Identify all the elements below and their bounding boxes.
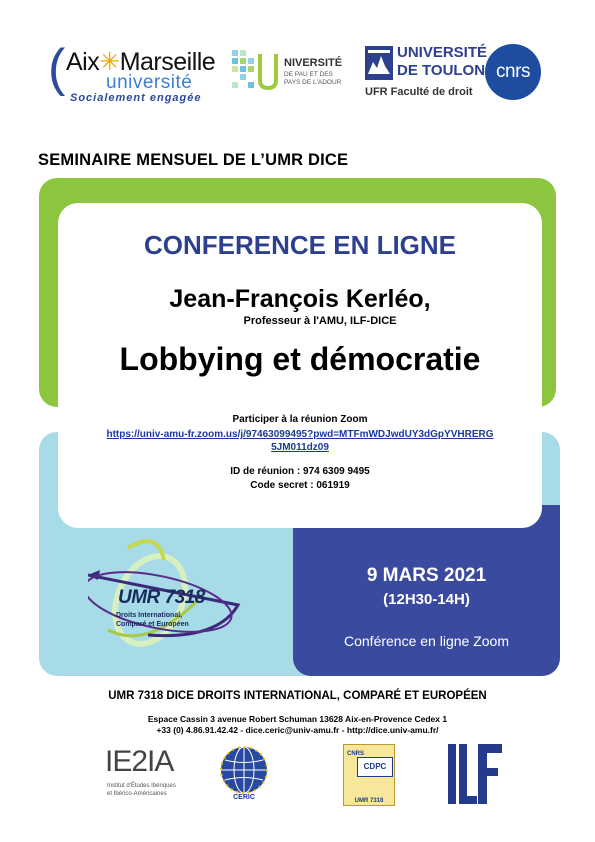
uppa-mosaic-icon — [228, 46, 284, 96]
cdpc-logo — [343, 744, 395, 806]
umr-logo — [88, 530, 268, 660]
umr-desc-line2: Comparé et Européen — [116, 621, 189, 628]
footer-contact: +33 (0) 4.86.91.42.42 - dice.ceric@univ-amu.fr - http://dice.univ-amu.fr/ — [156, 725, 439, 735]
event-time: (12H30-14H) — [383, 591, 470, 608]
meeting-id: ID de réunion : 974 6309 9495 — [230, 466, 370, 477]
star-icon: ✳ — [99, 48, 120, 76]
amu-name-aix: Aix — [66, 48, 100, 76]
ie2ia-sub1: Institut d'Études Ibériques — [107, 783, 176, 789]
utln-line2: DE TOULON — [397, 62, 486, 79]
event-format: Conférence en ligne Zoom — [344, 633, 509, 649]
passcode: Code secret : 061919 — [250, 480, 350, 491]
cdpc-side-label: CNRS — [347, 751, 365, 757]
ilf-logo — [448, 744, 502, 804]
zoom-link[interactable]: https://univ-amu-fr.zoom.us/j/97463099495?pwd=MTFmWDJwdUY3dGpYVHRERG — [106, 429, 494, 440]
footer-address: Espace Cassin 3 avenue Robert Schuman 13628 Aix-en-Provence Cedex 1 — [147, 714, 448, 724]
event-date: 9 MARS 2021 — [366, 565, 487, 586]
uppa-sub2: PAYS DE L'ADOUR — [284, 79, 342, 86]
talk-title: Lobbying et démocratie — [119, 341, 481, 377]
ie2ia-sub2: et Ibérico-Américaines — [107, 791, 167, 797]
ie2ia-logo — [105, 745, 175, 805]
umr-number: UMR 7318 — [118, 587, 205, 608]
utln-faculty: UFR Faculté de droit — [365, 86, 473, 98]
conference-type: CONFERENCE EN LIGNE — [143, 230, 457, 260]
amu-tagline: Socialement engagée — [70, 92, 202, 104]
footer-title: UMR 7318 DICE DROITS INTERNATIONAL, COMPARÉ ET EUROPÉEN — [108, 690, 487, 702]
zoom-join-label: Participer à la réunion Zoom — [232, 414, 368, 425]
amu-bracket-icon: ( — [48, 39, 66, 97]
globe-icon — [219, 745, 269, 795]
cdpc-bottom-label: UMR 7318 — [354, 798, 384, 804]
cnrs-logo: cnrs — [485, 44, 541, 100]
speaker-role: Professeur à l'AMU, ILF-DICE — [243, 315, 397, 327]
ceric-logo — [215, 745, 273, 805]
ie2ia-name: IE2IA — [105, 745, 174, 778]
uppa-name: NIVERSITÉ — [284, 57, 343, 69]
uppa-sub1: DE PAU ET DES — [284, 71, 333, 78]
utln-logo — [365, 44, 488, 100]
umr-desc-line1: Droits International, — [116, 612, 183, 619]
cdpc-box-label: CDPC — [357, 757, 393, 777]
uppa-logo — [228, 46, 353, 96]
amu-name-marseille: Marseille — [119, 48, 216, 76]
utln-shield-icon — [365, 46, 393, 80]
speaker-name: Jean-François Kerléo, — [169, 285, 431, 313]
ceric-label: CERIC — [233, 794, 255, 801]
amu-universite: université — [106, 72, 193, 93]
seminar-title: SEMINAIRE MENSUEL DE L’UMR DICE — [38, 151, 349, 169]
amu-logo — [48, 39, 218, 104]
utln-line1: UNIVERSITÉ — [397, 44, 488, 61]
zoom-link-continued[interactable]: 5JM011dz09 — [271, 442, 329, 453]
